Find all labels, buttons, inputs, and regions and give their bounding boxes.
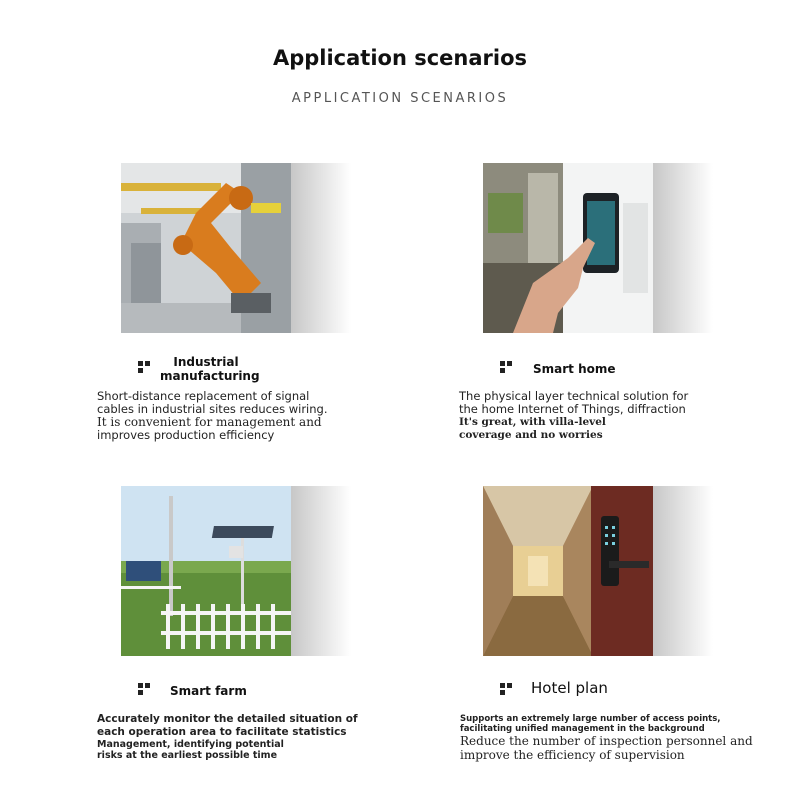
industrial-robot-photo xyxy=(121,163,291,333)
bullet-icon xyxy=(138,361,150,373)
scenario-description: Supports an extremely large number of access points, facilitating unified management in the background Reduce the number of inspection personnel and improve the efficiency of supervision xyxy=(460,714,753,762)
photo-shadow xyxy=(291,486,351,656)
scenario-label: Smart home xyxy=(533,362,616,376)
page-subtitle: APPLICATION SCENARIOS xyxy=(291,91,509,106)
hotel-photo xyxy=(483,486,653,656)
bullet-icon xyxy=(138,683,150,695)
scenario-label: Hotel plan xyxy=(531,679,608,697)
smart-home-photo xyxy=(483,163,653,333)
smart-farm-photo xyxy=(121,486,291,656)
scenario-label: Industrial manufacturing xyxy=(160,355,260,383)
scenario-description: Accurately monitor the detailed situation of each operation area to facilitate statistics Management, identifying potential risks at the earliest possible time xyxy=(97,713,358,761)
bullet-icon xyxy=(500,361,512,373)
scenario-description: Short-distance replacement of signal cables in industrial sites reduces wiring. It is convenient for management and improves production efficiency xyxy=(97,389,328,442)
scenario-label: Smart farm xyxy=(170,684,247,698)
photo-shadow xyxy=(653,486,713,656)
page-title: Application scenarios xyxy=(272,46,528,70)
bullet-icon xyxy=(500,683,512,695)
scenario-description: The physical layer technical solution for the home Internet of Things, diffraction It's great, with villa-level coverage and no worries xyxy=(459,389,689,441)
photo-shadow xyxy=(653,163,713,333)
photo-shadow xyxy=(291,163,351,333)
